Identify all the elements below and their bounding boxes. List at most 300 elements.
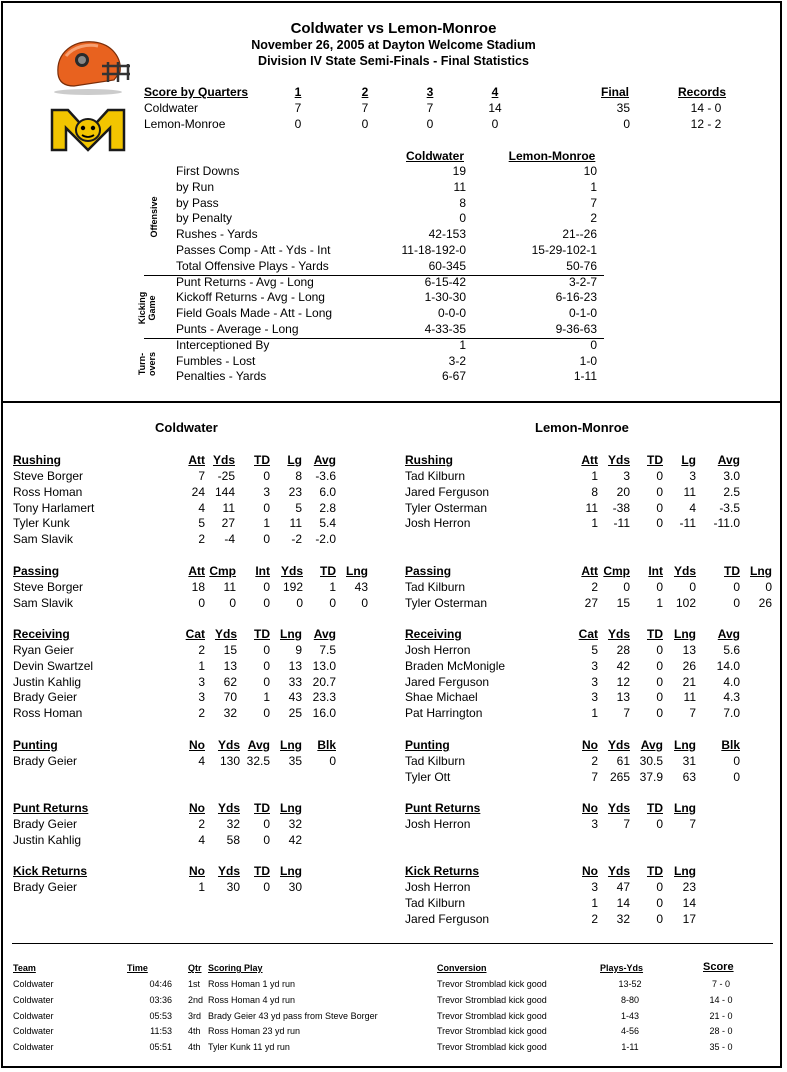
scoring-qtr: 2nd: [188, 994, 204, 1005]
team-stats-col-b: Lemon-Monroe: [508, 149, 596, 163]
team-stat-label: by Penalty: [176, 211, 233, 226]
stat-value: 58: [226, 832, 240, 847]
stat-value: 1: [656, 595, 663, 610]
player-name: Tyler Kunk: [13, 516, 70, 531]
right-passing-col-header: TD: [724, 564, 740, 578]
stat-value: 1: [591, 516, 598, 531]
scoring-header-time: Time: [127, 963, 148, 973]
stat-value: 0: [198, 595, 205, 610]
team-stat-label: Penalties - Yards: [176, 369, 267, 384]
stat-value: 2.5: [723, 484, 740, 499]
right-rushing-col-header: Avg: [717, 453, 740, 467]
team-stat-value-a: 0: [459, 211, 466, 226]
final-score: 35: [616, 101, 630, 115]
team-stat-label: Field Goals Made - Att - Long: [176, 306, 333, 321]
stat-value: 7: [623, 706, 630, 721]
scoring-play: Tyler Kunk 11 yd run: [208, 1042, 290, 1053]
stat-value: 11: [585, 500, 598, 515]
group-label-turnovers: Turn- overs: [137, 351, 157, 377]
stat-value: 32: [223, 706, 237, 721]
team-stats-col-a: Coldwater: [405, 149, 464, 163]
stat-value: 2: [591, 911, 598, 926]
football-helmet-icon: [44, 36, 134, 96]
team-stat-value-a: 1: [459, 337, 466, 352]
right-punt-returns-col-header: Lng: [674, 801, 696, 815]
stat-value: 0: [656, 690, 663, 705]
player-name: Ryan Geier: [13, 643, 74, 657]
scoring-play: Ross Homan 1 yd run: [208, 979, 296, 989]
stat-value: 27: [221, 516, 235, 531]
scoring-header-qtr: Qtr: [188, 963, 202, 973]
stat-value: 11: [683, 690, 696, 705]
left-punt-returns-col-header: Lng: [280, 801, 302, 815]
stat-value: 7.5: [319, 643, 336, 657]
right-kick-returns-col-header: TD: [647, 864, 663, 878]
stat-value: 30: [226, 880, 240, 894]
scoring-qtr: 4th: [188, 1042, 201, 1053]
stat-value: 2: [198, 532, 205, 547]
scoring-qtr: 4th: [188, 1026, 201, 1037]
left-kick-returns-col-header: Lng: [280, 864, 302, 878]
stat-value: 32.5: [246, 754, 270, 768]
stat-value: 62: [223, 674, 237, 689]
stat-value: 14: [616, 895, 630, 910]
stat-value: 4: [198, 754, 205, 768]
stat-value: 20: [616, 484, 630, 499]
stat-value: 144: [214, 484, 235, 499]
player-name: Tad Kilburn: [405, 469, 466, 483]
right-receiving-col-header: Yds: [607, 627, 630, 641]
stat-value: 11: [289, 516, 302, 531]
stat-value: 31: [682, 754, 696, 768]
stat-value: 0: [263, 832, 270, 847]
team-stat-value-a: 42-153: [428, 227, 466, 242]
stat-value: 14: [682, 895, 696, 910]
quarter-1-header: 1: [294, 85, 302, 99]
player-name: Brady Geier: [13, 817, 78, 831]
right-passing-col-header: Int: [648, 564, 663, 578]
scoring-team: Coldwater: [13, 979, 54, 989]
team-stat-value-b: 1-11: [573, 369, 597, 384]
scoring-score: 14 - 0: [709, 994, 733, 1005]
player-name: Tony Harlamert: [13, 500, 95, 515]
stat-value: -2: [291, 532, 302, 547]
stat-value: 0: [229, 595, 236, 610]
scoring-plays-yds: 1-11: [621, 1042, 639, 1053]
stat-value: -25: [217, 469, 235, 483]
divider-line: [144, 338, 604, 339]
player-name: Jared Ferguson: [405, 674, 490, 689]
stat-value: 9: [295, 643, 302, 657]
stat-value: 3: [591, 658, 598, 673]
stat-value: 2: [198, 706, 205, 721]
stat-value: 4.3: [723, 690, 740, 705]
right-receiving-col-header: Lng: [674, 627, 696, 641]
stat-value: 43: [354, 580, 368, 594]
stat-value: 15: [616, 595, 630, 610]
stat-value: 11: [222, 500, 235, 515]
team-stat-value-b: 2: [590, 211, 597, 226]
right-kick-returns-col-header: Lng: [674, 864, 696, 878]
stat-value: 1: [591, 469, 598, 483]
scoring-plays-yds: 13-52: [618, 979, 642, 989]
left-passing-col-header: Cmp: [209, 564, 236, 578]
right-punt-returns-col-header: No: [582, 801, 598, 815]
scoring-conversion: Trevor Stromblad kick good: [437, 994, 547, 1005]
quarter-2-header: 2: [361, 85, 369, 99]
scoring-time: 03:36: [149, 994, 172, 1005]
stat-value: 3: [198, 674, 205, 689]
stat-value: 23: [288, 484, 302, 499]
right-rushing-col-header: Att: [581, 453, 598, 467]
player-name: Jared Ferguson: [405, 484, 490, 499]
team-stat-value-b: 9-36-63: [555, 322, 597, 336]
left-passing-col-header: TD: [320, 564, 336, 578]
stat-value: 17: [682, 911, 696, 926]
stat-value: 32: [616, 911, 630, 926]
scoring-play: Ross Homan 4 yd run: [208, 994, 296, 1005]
stat-value: 7: [198, 469, 205, 483]
stat-value: 32: [288, 817, 302, 831]
stat-value: 0: [733, 595, 740, 610]
scoring-plays-yds: 4-56: [620, 1026, 639, 1037]
stat-value: 21: [682, 674, 696, 689]
team-stat-value-a: 3-2: [448, 353, 466, 368]
stat-value: 0: [263, 595, 270, 610]
team-stat-value-b: 1-0: [579, 353, 597, 368]
team-stat-value-b: 0-1-0: [568, 306, 597, 321]
right-passing-col-header: Cmp: [603, 564, 630, 578]
stat-value: -11: [613, 516, 630, 531]
right-passing-title: Passing: [405, 564, 452, 578]
scoring-header-score: Score: [703, 961, 734, 973]
player-name: Braden McMonigle: [405, 658, 506, 673]
stat-value: 265: [609, 769, 630, 784]
records-header: Records: [678, 85, 727, 99]
team-stat-value-b: 15-29-102-1: [531, 243, 597, 257]
scoring-plays-yds: 1-43: [620, 1010, 639, 1021]
right-punting-col-header: Yds: [607, 738, 630, 752]
left-rushing-title: Rushing: [13, 453, 61, 467]
team-name: Coldwater: [144, 101, 199, 115]
left-passing-col-header: Att: [188, 564, 205, 578]
left-punt-returns-col-header: TD: [254, 801, 270, 815]
left-punting-col-header: Lng: [280, 738, 302, 752]
stat-value: 13: [682, 643, 696, 657]
stat-value: 35: [288, 754, 302, 768]
stat-value: 0: [263, 880, 270, 894]
stat-value: 0: [263, 817, 270, 831]
scoring-play: Brady Geier 43 yd pass from Steve Borger: [208, 1010, 378, 1021]
left-receiving-col-header: TD: [254, 627, 270, 641]
stat-value: 1: [591, 895, 598, 910]
team-stat-value-a: 6-15-42: [424, 274, 466, 289]
scoring-team: Coldwater: [13, 1026, 54, 1037]
player-name: Tad Kilburn: [405, 754, 466, 768]
stat-value: 32: [226, 817, 240, 831]
stat-value: 0: [263, 706, 270, 721]
quarter-score: 0: [294, 117, 302, 131]
left-punting-col-header: Avg: [247, 738, 270, 752]
right-punting-col-header: Avg: [640, 738, 663, 752]
player-name: Brady Geier: [13, 690, 78, 705]
stat-value: 2: [198, 643, 205, 657]
player-name: Brady Geier: [13, 880, 78, 894]
left-rushing-col-header: Att: [188, 453, 205, 467]
stat-value: 23.3: [312, 690, 336, 705]
stat-value: 13: [616, 690, 630, 705]
stat-value: 24: [191, 484, 205, 499]
player-name: Tyler Osterman: [405, 500, 488, 515]
player-name: Shae Michael: [405, 690, 478, 705]
stat-value: 0: [656, 880, 663, 894]
stat-value: 7: [689, 706, 696, 721]
game-subtitle: November 26, 2005 at Dayton Welcome Stadium: [251, 38, 536, 52]
left-kick-returns-col-header: No: [189, 864, 205, 878]
score-by-quarters-label: Score by Quarters: [144, 85, 249, 99]
stat-value: 18: [191, 580, 205, 594]
right-passing-col-header: Yds: [673, 564, 696, 578]
left-team-heading: Coldwater: [155, 420, 218, 435]
stat-value: 16.0: [312, 706, 336, 721]
team-record: 12 - 2: [690, 117, 722, 131]
stat-value: 42: [616, 658, 630, 673]
left-receiving-col-header: Lng: [280, 627, 302, 641]
stat-value: 0: [263, 674, 270, 689]
stat-value: -4: [224, 532, 235, 547]
stat-value: 27: [584, 595, 598, 610]
stat-value: 5: [295, 500, 302, 515]
stat-value: 8: [295, 469, 302, 483]
team-stat-label: Punt Returns - Avg - Long: [176, 274, 314, 289]
scoring-conversion: Trevor Stromblad kick good: [437, 1042, 547, 1053]
stat-value: 0: [263, 580, 270, 594]
team-record: 14 - 0: [690, 101, 722, 115]
player-name: Justin Kahlig: [13, 674, 82, 689]
player-name: Devin Swartzel: [13, 658, 94, 673]
stat-value: 3: [689, 469, 696, 483]
left-passing-col-header: Lng: [346, 564, 368, 578]
right-receiving-title: Receiving: [405, 627, 462, 641]
right-punt-returns-title: Punt Returns: [405, 801, 481, 815]
player-name: Sam Slavik: [13, 532, 74, 547]
stat-value: 0: [656, 516, 663, 531]
stat-value: 0: [656, 469, 663, 483]
quarter-score: 14: [488, 101, 502, 115]
team-stat-value-a: 11-18-192-0: [401, 243, 466, 257]
right-rushing-title: Rushing: [405, 453, 453, 467]
team-stat-label: by Pass: [176, 195, 219, 210]
stat-value: 3: [591, 817, 598, 831]
stat-value: 30: [288, 880, 302, 894]
stat-value: 33: [288, 674, 302, 689]
stat-value: 4: [198, 832, 205, 847]
stat-value: 4: [689, 500, 696, 515]
stat-value: -11: [679, 516, 696, 531]
scoring-qtr: 3rd: [188, 1010, 202, 1021]
final-header: Final: [601, 85, 630, 99]
stat-value: 30.5: [639, 754, 663, 768]
stat-value: 130: [219, 754, 240, 768]
quarter-score: 0: [491, 117, 499, 131]
scoring-header-conversion: Conversion: [437, 963, 487, 973]
player-name: Brady Geier: [13, 754, 78, 768]
stat-value: 0: [263, 643, 270, 657]
stat-value: 15: [223, 643, 237, 657]
group-label-kicking: Kicking Game: [137, 291, 157, 325]
right-kick-returns-title: Kick Returns: [405, 864, 480, 878]
stat-value: 0: [656, 706, 663, 721]
divider-line: [144, 275, 604, 276]
stat-value: 2.8: [319, 500, 336, 515]
player-name: Ross Homan: [13, 706, 83, 721]
quarter-score: 0: [426, 117, 434, 131]
stat-value: 0: [263, 658, 270, 673]
stat-value: 47: [616, 880, 630, 894]
player-name: Josh Herron: [405, 643, 471, 657]
team-stat-label: Passes Comp - Att - Yds - Int: [176, 243, 331, 257]
scoring-conversion: Trevor Stromblad kick good: [437, 979, 547, 989]
stat-value: 6.0: [319, 484, 336, 499]
right-punting-col-header: Lng: [674, 738, 696, 752]
stat-value: 1: [263, 690, 270, 705]
player-name: Pat Harrington: [405, 706, 483, 721]
stat-value: 7: [591, 769, 598, 784]
quarter-3-header: 3: [426, 85, 434, 99]
stat-value: 5.6: [723, 643, 740, 657]
stat-value: 2: [591, 754, 598, 768]
right-receiving-col-header: Cat: [578, 627, 598, 641]
right-passing-col-header: Lng: [750, 564, 772, 578]
stat-value: 0: [656, 643, 663, 657]
group-label-offensive: Offensive: [149, 196, 159, 238]
stat-value: 3: [623, 469, 630, 483]
player-name: Jared Ferguson: [405, 911, 490, 926]
left-receiving-col-header: Yds: [214, 627, 237, 641]
right-punting-title: Punting: [405, 738, 450, 752]
stat-value: 63: [682, 769, 696, 784]
player-name: Josh Herron: [405, 516, 471, 531]
scoring-divider: [12, 943, 773, 944]
stat-value: 0: [623, 580, 630, 594]
stat-value: -38: [612, 500, 630, 515]
left-kick-returns-col-header: TD: [254, 864, 270, 878]
team-stat-value-a: 1-30-30: [424, 290, 466, 305]
stat-value: 20.7: [312, 674, 336, 689]
team-stat-value-a: 19: [452, 164, 466, 178]
stat-value: 0: [733, 580, 740, 594]
player-name: Tad Kilburn: [405, 580, 466, 594]
section-divider: [2, 401, 781, 403]
stat-value: 3.0: [723, 469, 740, 483]
left-kick-returns-col-header: Yds: [217, 864, 240, 878]
stat-value: 4.0: [723, 674, 740, 689]
right-punt-returns-col-header: Yds: [607, 801, 630, 815]
stat-value: 102: [675, 595, 696, 610]
player-name: Steve Borger: [13, 469, 84, 483]
stat-value: 0: [656, 817, 663, 831]
scoring-conversion: Trevor Stromblad kick good: [437, 1010, 547, 1021]
left-rushing-col-header: Avg: [313, 453, 336, 467]
stat-value: 0: [765, 580, 772, 594]
game-title: Coldwater vs Lemon-Monroe: [290, 20, 497, 37]
scoring-plays-yds: 8-80: [620, 994, 639, 1005]
right-rushing-col-header: TD: [647, 453, 663, 467]
scoring-time: 04:46: [149, 979, 172, 989]
left-punt-returns-col-header: Yds: [217, 801, 240, 815]
player-name: Tad Kilburn: [405, 895, 466, 910]
stat-value: 0: [656, 580, 663, 594]
stat-value: 43: [288, 690, 302, 705]
right-punt-returns-col-header: TD: [647, 801, 663, 815]
scoring-team: Coldwater: [13, 1010, 54, 1021]
player-name: Ross Homan: [13, 484, 83, 499]
player-name: Sam Slavik: [13, 595, 74, 610]
stat-value: 3: [263, 484, 270, 499]
team-stat-label: Punts - Average - Long: [176, 322, 299, 336]
stat-value: 0: [361, 595, 368, 610]
right-punting-col-header: No: [582, 738, 598, 752]
scoring-team: Coldwater: [13, 1042, 54, 1053]
team-stat-value-b: 7: [590, 195, 597, 210]
stat-value: 70: [223, 690, 237, 705]
team-stat-value-a: 11: [453, 179, 466, 194]
team-stat-value-b: 3-2-7: [568, 274, 597, 289]
quarter-score: 7: [294, 101, 302, 115]
quarter-score: 0: [361, 117, 369, 131]
stat-value: 0: [656, 658, 663, 673]
left-punting-col-header: Blk: [317, 738, 336, 752]
left-punt-returns-title: Punt Returns: [13, 801, 89, 815]
stat-value: 8: [591, 484, 598, 499]
scoring-time: 05:53: [149, 1010, 172, 1021]
stat-value: 0: [656, 911, 663, 926]
stat-value: 7: [689, 817, 696, 831]
stat-value: 42: [288, 832, 302, 847]
stat-value: 11: [223, 580, 236, 594]
right-passing-col-header: Att: [581, 564, 598, 578]
stat-value: 0: [296, 595, 303, 610]
stat-value: 0: [263, 469, 270, 483]
right-team-heading: Lemon-Monroe: [535, 420, 629, 435]
stat-value: 61: [616, 754, 630, 768]
right-rushing-col-header: Lg: [681, 453, 696, 467]
stat-value: 2: [591, 580, 598, 594]
stat-value: 0: [656, 500, 663, 515]
stat-value: 23: [682, 880, 696, 894]
stat-value: 1: [198, 658, 205, 673]
stat-value: 0: [656, 895, 663, 910]
team-mascot-logo: [48, 104, 128, 156]
right-rushing-col-header: Yds: [607, 453, 630, 467]
stat-value: 1: [329, 580, 336, 594]
team-stat-value-a: 4-33-35: [424, 322, 466, 336]
stat-value: 1: [263, 516, 270, 531]
scoring-score: 7 - 0: [711, 979, 730, 989]
stat-value: -3.6: [315, 469, 336, 483]
stat-value: 7: [623, 817, 630, 831]
stat-value: 3: [198, 690, 205, 705]
scoring-score: 21 - 0: [709, 1010, 733, 1021]
stat-value: 5: [198, 516, 205, 531]
stat-value: 26: [758, 595, 772, 610]
stat-value: 0: [656, 484, 663, 499]
left-punt-returns-col-header: No: [189, 801, 205, 815]
team-stat-label: Rushes - Yards: [176, 227, 258, 242]
right-kick-returns-col-header: No: [582, 864, 598, 878]
stat-value: 0: [689, 580, 696, 594]
stat-value: 37.9: [639, 769, 663, 784]
